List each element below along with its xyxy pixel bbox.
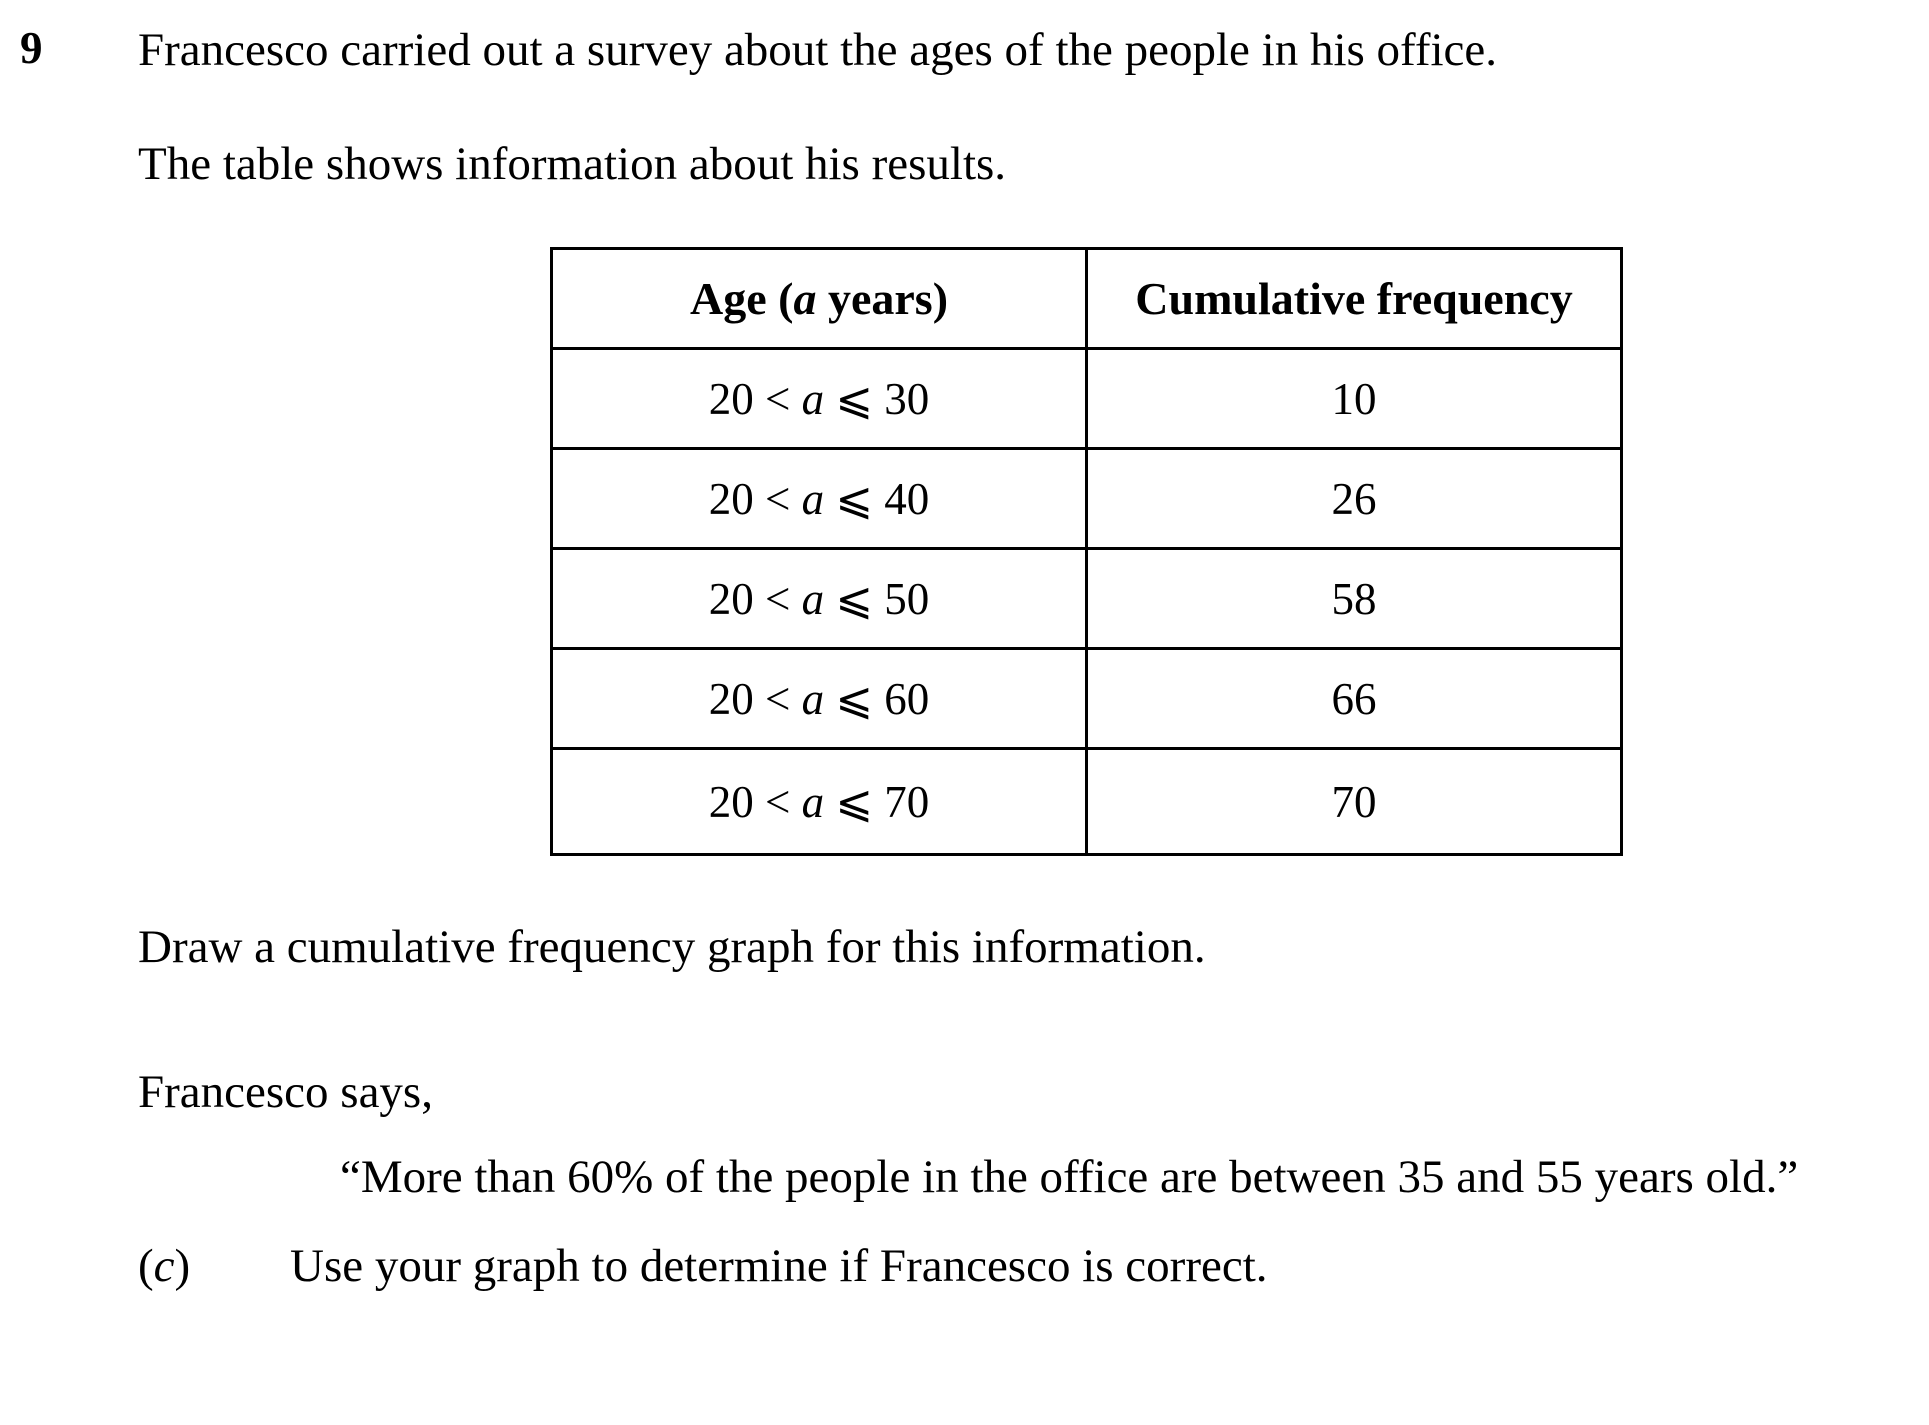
age-lower-bound: 20 < — [708, 474, 791, 524]
age-range-cell — [552, 449, 1087, 549]
age-range-cell — [552, 349, 1087, 449]
age-header-prefix: Age ( — [689, 273, 794, 324]
table-row — [552, 749, 1622, 855]
age-lower-bound: 20 < — [708, 374, 791, 424]
age-upper-bound: ⩽ 30 — [835, 374, 930, 424]
age-header-variable: a — [793, 273, 817, 324]
table-header-row — [552, 249, 1622, 349]
age-upper-bound: ⩽ 40 — [835, 474, 930, 524]
question-number: 9 — [20, 23, 43, 73]
cumulative-frequency-cell: 10 — [1087, 349, 1622, 449]
table-caption: The table shows information about his results. — [138, 138, 1007, 190]
francesco-quote: “More than 60% of the people in the office are between 35 and 55 years old.” — [340, 1151, 1799, 1203]
age-upper-bound: ⩽ 50 — [835, 574, 930, 624]
part-c-label-open: ( — [138, 1240, 154, 1292]
table-row — [552, 449, 1622, 549]
age-variable: a — [801, 674, 825, 724]
age-variable: a — [801, 777, 825, 827]
cumulative-frequency-cell: 26 — [1087, 449, 1622, 549]
part-c-label-letter: c — [153, 1240, 175, 1292]
francesco-says: Francesco says, — [138, 1066, 433, 1118]
cumulative-frequency-table — [550, 247, 1623, 856]
cumulative-frequency-cell: 58 — [1087, 549, 1622, 649]
age-range-cell — [552, 649, 1087, 749]
cumulative-frequency-column-header: Cumulative frequency — [1087, 249, 1622, 349]
graph-instruction: Draw a cumulative frequency graph for this information. — [138, 921, 1206, 973]
part-c-label — [138, 1236, 190, 1296]
age-variable: a — [801, 374, 825, 424]
age-variable: a — [801, 474, 825, 524]
age-range-cell — [552, 549, 1087, 649]
table-row — [552, 349, 1622, 449]
age-lower-bound: 20 < — [708, 574, 791, 624]
cumulative-frequency-cell: 66 — [1087, 649, 1622, 749]
age-lower-bound: 20 < — [708, 777, 791, 827]
age-range-cell — [552, 749, 1087, 855]
age-upper-bound: ⩽ 70 — [835, 777, 930, 827]
table-row — [552, 649, 1622, 749]
age-variable: a — [801, 574, 825, 624]
age-header-suffix: years) — [816, 273, 949, 324]
cumulative-frequency-cell: 70 — [1087, 749, 1622, 855]
question-intro: Francesco carried out a survey about the ages of the people in his office. — [138, 24, 1498, 76]
part-c-label-close: ) — [174, 1240, 191, 1292]
part-c-question: Use your graph to determine if Francesco is correct. — [290, 1240, 1268, 1292]
table-row — [552, 549, 1622, 649]
age-upper-bound: ⩽ 60 — [835, 674, 930, 724]
age-lower-bound: 20 < — [708, 674, 791, 724]
age-column-header — [552, 249, 1087, 349]
